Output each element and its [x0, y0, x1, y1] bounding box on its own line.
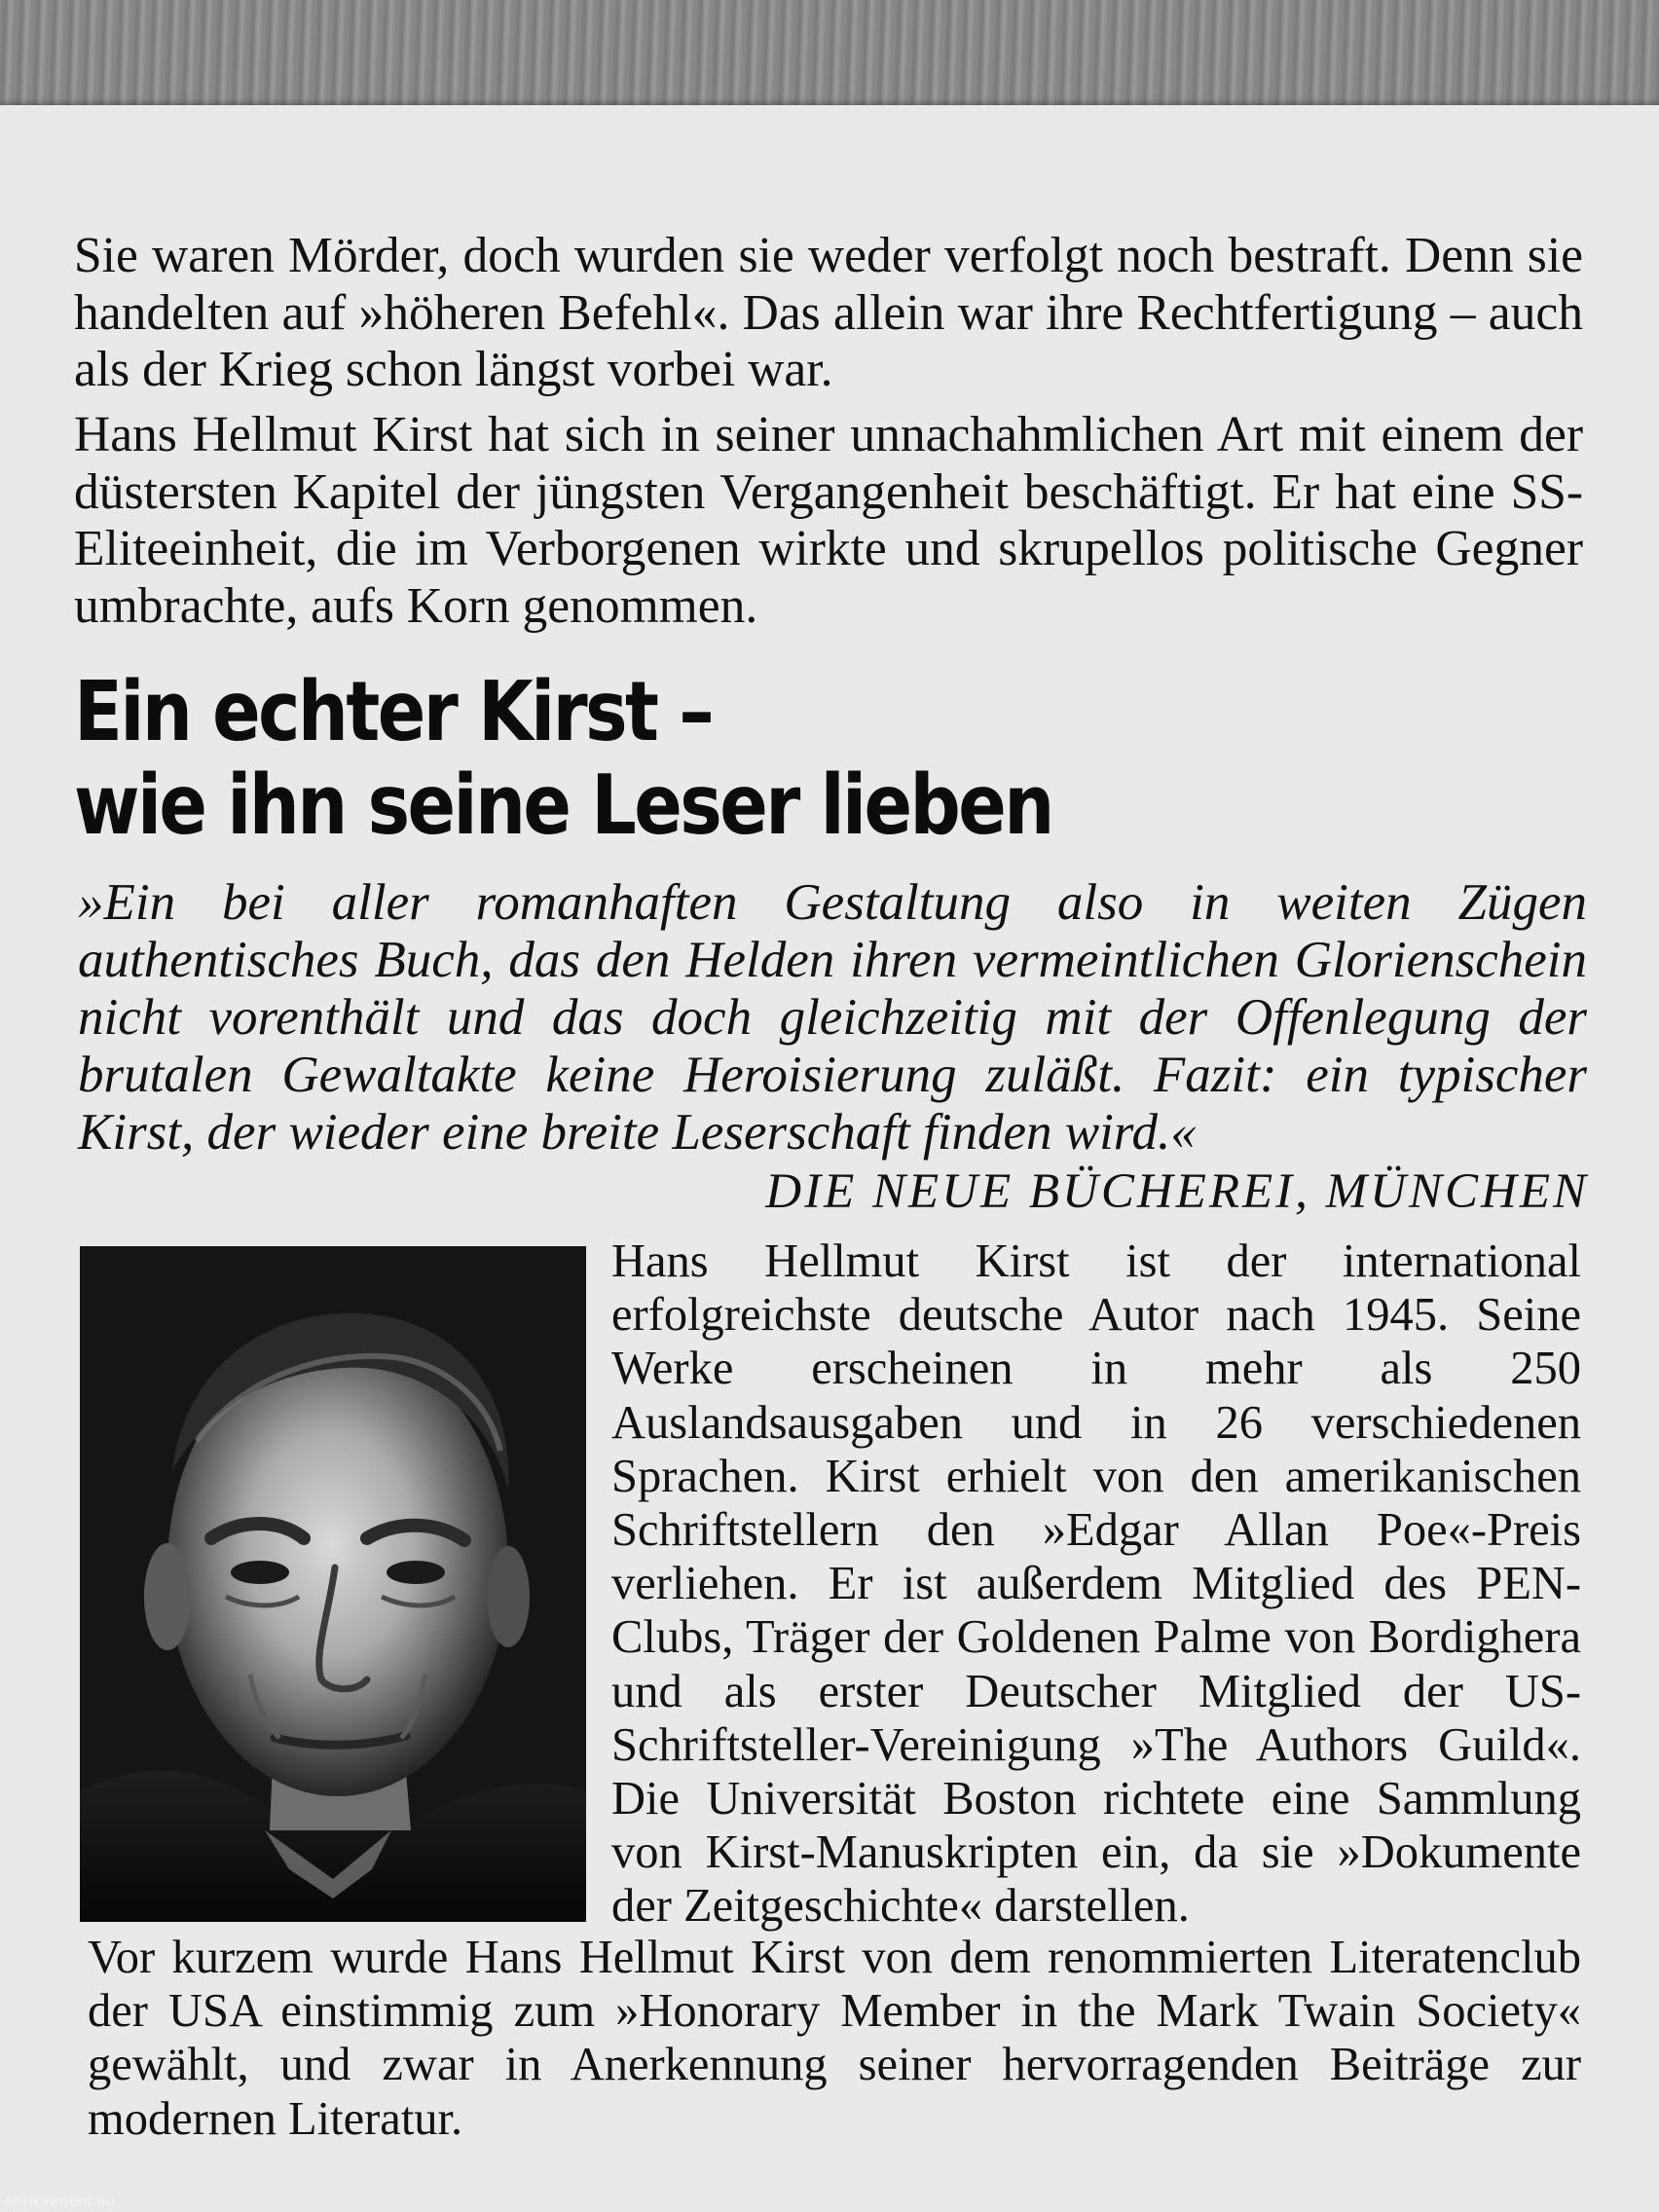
headline — [74, 666, 1381, 853]
author-portrait-icon — [80, 1246, 586, 1922]
headline-line-2: wie ihn seine Leser lieben — [74, 757, 1052, 854]
watermark: Antikvarium.hu — [4, 2194, 116, 2210]
author-bio-continued: Vor kurzem wurde Hans Hellmut Kirst von dem renommierten Literatenclub der USA einstimmig zum »Honorary Member in the Mark Twain Society« gewählt, und zwar in Anerkennung seiner hervorragenden Beiträge zur modernen Literatur. — [88, 1932, 1581, 2145]
author-bio: Hans Hellmut Kirst ist der international erfolgreichste deutsche Autor nach 1945. Seine Werke erscheinen in mehr als 250 Auslandsausgaben und in 26 verschiedenen Sprachen. Kirst erhielt von den amerikanischen Schriftstellern den »Edgar Allan Poe«-Preis verliehen. Er ist außerdem Mitglied des PEN-Clubs, Träger der Goldenen Palme von Bordighera und als erster Deutscher Mitglied der US-Schriftsteller-Vereinigung »The Authors Guild«. Die Universität Boston richtete eine Sammlung von Kirst-Manuskripten ein, da sie »Dokumente der Zeitgeschichte« darstellen. — [611, 1235, 1581, 1933]
review-source: DIE NEUE BÜCHEREI, MÜNCHEN — [765, 1164, 1589, 1219]
intro-paragraph-2: Hans Hellmut Kirst hat sich in seiner unnachahmlichen Art mit einem der düstersten Kapitel der jüngsten Vergangenheit beschäftigt. Er hat eine SS-Eliteeinheit, die im Verborgenen wirkte und skrupellos politische Gegner umbrachte, aufs Korn genommen. — [74, 407, 1583, 634]
intro-paragraph-1: Sie waren Mörder, doch wurden sie weder verfolgt noch bestraft. Denn sie handelten auf »höheren Befehl«. Das allein war ihre Rechtfertigung – auch als der Krieg schon längst vorbei war. — [74, 228, 1583, 397]
author-photo — [80, 1246, 586, 1922]
headline-line-1: Ein echter Kirst – — [74, 664, 713, 760]
review-quote: »Ein bei aller romanhaften Gestaltung also in weiten Zügen authentisches Buch, das den Helden ihren vermeintlichen Glorienschein nicht vorenthält und das doch gleichzeitig mit der Offenlegung der brutalen Gewaltakte keine Heroisierung zuläßt. Fazit: ein typischer Kirst, der wieder eine breite Leserschaft finden wird.« — [78, 874, 1587, 1161]
